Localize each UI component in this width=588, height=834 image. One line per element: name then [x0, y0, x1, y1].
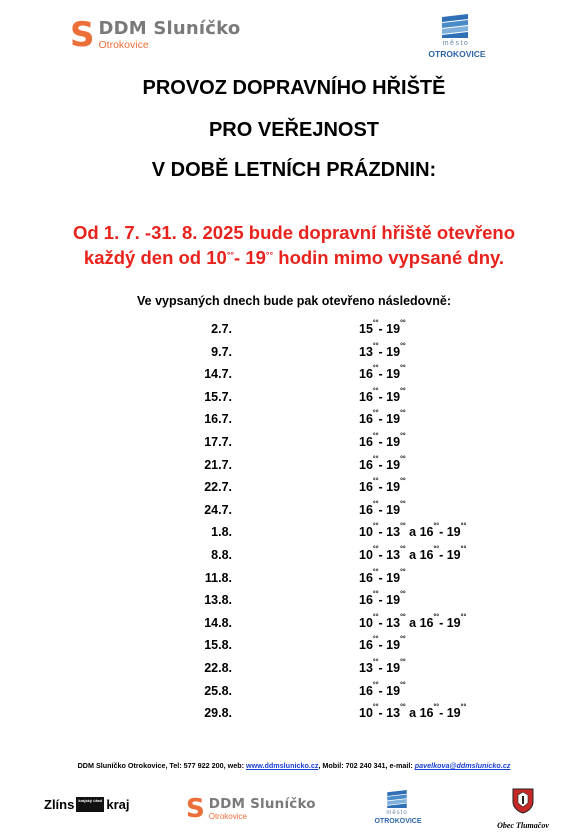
schedule-date: 14.8.	[204, 615, 232, 630]
schedule-time: 16°°- 19°°	[359, 636, 406, 653]
schedule-intro: Ve vypsaných dnech bude pak otevřeno následovně:	[137, 294, 451, 308]
mesto-word: město	[442, 40, 470, 47]
schedule-row	[0, 568, 588, 591]
schedule-time: 16°°- 19°°	[359, 433, 406, 449]
mesto-otrokovice-logo-footer: město OTROKOVICE	[372, 790, 428, 830]
contact-line: DDM Sluníčko Otrokovice, Tel: 577 922 200, web: www.ddmslunicko.cz, Mobil: 702 240 341, e-mail: pavelkova@ddmslunicko.cz	[77, 761, 511, 770]
mesto-building-icon	[442, 14, 468, 38]
schedule-row	[0, 322, 588, 342]
schedule-date: 25.8.	[204, 683, 232, 698]
schedule-time: 16°°- 19°°	[359, 591, 406, 608]
ddm-s-icon: S	[186, 794, 205, 824]
schedule-time: 16°°- 19°°	[359, 681, 406, 698]
schedule-row	[0, 435, 588, 455]
schedule-row	[0, 706, 588, 726]
schedule-date: 8.8.	[211, 548, 232, 562]
schedule-date: 9.7.	[211, 344, 232, 359]
email-link[interactable]: pavelkova@ddmslunicko.cz	[414, 761, 511, 770]
schedule-date: 22.7.	[204, 480, 232, 495]
schedule-date: 2.7.	[211, 322, 232, 336]
schedule-date: 13.8.	[204, 593, 232, 608]
zlinsky-kraj-logo: Zlíns krajský úřad kraj	[44, 797, 130, 812]
schedule-time: 16°°- 19°°	[359, 410, 406, 427]
schedule-row	[0, 500, 588, 523]
schedule-date: 11.8.	[204, 570, 232, 585]
schedule-date: 21.7.	[204, 457, 232, 472]
schedule-time: 13°°- 19°°	[359, 342, 406, 359]
schedule-row	[0, 525, 588, 545]
title-line-2: PRO VEŘEJNOST	[208, 119, 380, 141]
schedule-row	[0, 412, 588, 432]
mesto-city: OTROKOVICE	[428, 49, 486, 59]
schedule-row	[0, 638, 588, 658]
schedule-date: 17.7.	[204, 435, 232, 449]
schedule-row	[0, 593, 588, 613]
schedule-time: 16°°- 19°°	[359, 568, 406, 585]
mesto-building-icon	[387, 790, 407, 808]
schedule-date: 15.8.	[204, 638, 232, 653]
schedule-row	[0, 387, 588, 410]
title-line-1: PROVOZ DOPRAVNÍHO HŘIŠTĚ	[142, 77, 446, 99]
schedule-date: 1.8.	[211, 525, 232, 540]
web-link[interactable]: www.ddmslunicko.cz	[246, 761, 319, 770]
schedule-time: 10°°- 13°° a 16°°- 19°°	[359, 546, 467, 562]
schedule-date: 22.8.	[204, 661, 232, 675]
schedule-row	[0, 455, 588, 478]
ddm-s-icon: S	[70, 15, 95, 55]
schedule-row	[0, 681, 588, 704]
schedule-date: 14.7.	[204, 367, 232, 382]
mesto-otrokovice-logo	[424, 14, 494, 64]
schedule-time: 13°°- 19°°	[359, 659, 406, 675]
schedule-row	[0, 342, 588, 365]
title-line-3: V DOBĚ LETNÍCH PRÁZDNIN:	[151, 159, 437, 181]
schedule-time: 10°°- 13°° a 16°°- 19°°	[359, 704, 467, 721]
schedule-time: 15°°- 19°°	[359, 320, 406, 336]
schedule-row	[0, 661, 588, 681]
ddm-logo	[70, 15, 241, 55]
schedule-time: 10°°- 13°° a 16°°- 19°°	[359, 613, 467, 630]
coat-of-arms-icon	[512, 788, 534, 814]
schedule-row	[0, 480, 588, 500]
schedule-row	[0, 367, 588, 387]
schedule-time: 16°°- 19°°	[359, 387, 406, 404]
schedule-date: 29.8.	[204, 706, 232, 721]
ddm-logo-footer: S DDM Sluníčko Otrokovice	[186, 794, 316, 824]
ddm-logo-sub: Otrokovice	[98, 39, 149, 51]
obec-tlumacov-logo: Obec Tlumačov	[490, 788, 556, 830]
schedule-row	[0, 548, 588, 568]
schedule-time: 16°°- 19°°	[359, 478, 406, 495]
schedule-time: 16°°- 19°°	[359, 365, 406, 382]
schedule-date: 24.7.	[204, 502, 232, 517]
schedule-date: 15.7.	[204, 389, 232, 404]
schedule-time: 16°°- 19°°	[359, 500, 406, 517]
schedule-row	[0, 613, 588, 636]
schedule-time: 16°°- 19°°	[359, 455, 406, 472]
zlin-box: krajský úřad	[76, 797, 104, 812]
schedule-date: 16.7.	[204, 412, 232, 427]
notice-line-1: Od 1. 7. -31. 8. 2025 bude dopravní hřiště otevřeno	[72, 222, 516, 243]
ddm-logo-name: DDM Sluníčko	[98, 18, 241, 39]
schedule-time: 10°°- 13°° a 16°°- 19°°	[359, 523, 467, 540]
notice-line-2: každý den od 10°°- 19°° hodin mimo vypsané dny.	[83, 247, 505, 268]
